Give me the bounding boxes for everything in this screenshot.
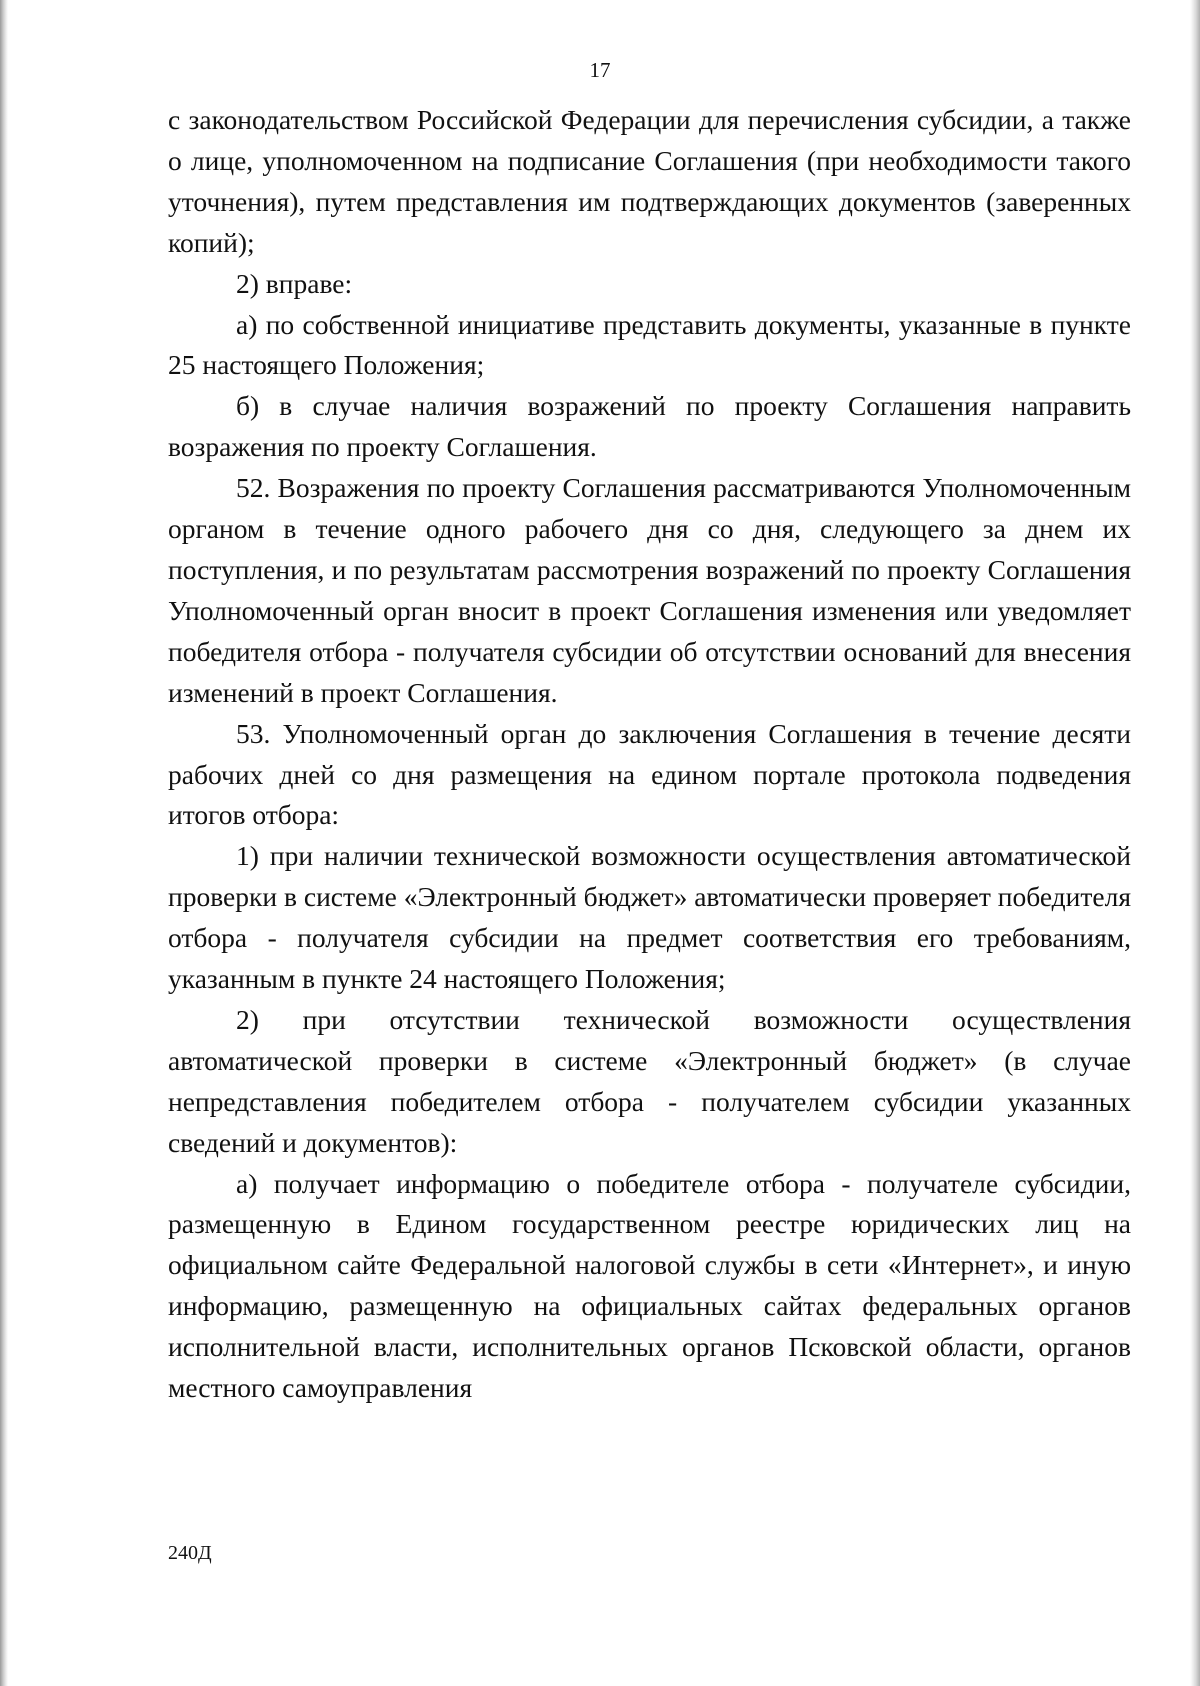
paragraph-continuation: с законодательством Российской Федерации для перечисления субсидии, а также о лице, уполномоченном на подписание Соглашения (при необходимости такого уточнения), путем представления им подтверждающих документов (заверенных копий); (168, 104, 1131, 258)
page-number: 17 (589, 58, 611, 82)
paragraph-subitem-b: б) в случае наличия возражений по проекту Соглашения направить возражения по проекту Соглашения. (168, 390, 1131, 463)
paragraph-clause-53-item-2-subitem-a: а) получает информацию о победителе отбора - получателе субсидии, размещенную в Едином государственном реестре юридических лиц на официальном сайте Федеральной налоговой службы в сети «Интернет», и иную информацию, размещенную на официальных сайтах федеральных органов исполнительной власти, исполнительных органов Псковской области, органов местного самоуправления (168, 1167, 1131, 1404)
paragraph-clause-53-item-2: 2) при отсутствии технической возможности осуществления автоматической проверки в системе «Электронный бюджет» (в случае непредставления победителем отбора - получателем субсидии указанных сведений и документов): (168, 1003, 1131, 1158)
paragraph-clause-53-item-1: 1) при наличии технической возможности осуществления автоматической проверки в системе «Электронный бюджет» автоматически проверяет победителя отбора - получателя субсидии на предмет соответствия его требованиям, указанным в пункте 24 настоящего Положения; (168, 840, 1131, 995)
scan-edge-right (1190, 0, 1200, 1686)
paragraph-subitem-a: а) по собственной инициативе представить документы, указанные в пункте 25 настоящего Положения; (168, 308, 1131, 381)
paragraph-item-2-entitled: 2) вправе: (236, 267, 353, 299)
paragraph-clause-53: 53. Уполномоченный орган до заключения Соглашения в течение десяти рабочих дней со дня размещения на едином портале протокола подведения итогов отбора: (168, 717, 1131, 831)
document-body (168, 100, 1131, 1409)
document-code: 240Д (168, 1542, 212, 1564)
scan-edge-left (0, 0, 8, 1686)
paragraph-clause-52: 52. Возражения по проекту Соглашения рассматриваются Уполномоченным органом в течение одного рабочего дня со дня, следующего за днем их поступления, и по результатам рассмотрения возражений по проекту Соглашения Уполномоченный орган вносит в проект Соглашения изменения или уведомляет победителя отбора - получателя субсидии об отсутствии оснований для внесения изменений в проект Соглашения. (168, 472, 1131, 708)
